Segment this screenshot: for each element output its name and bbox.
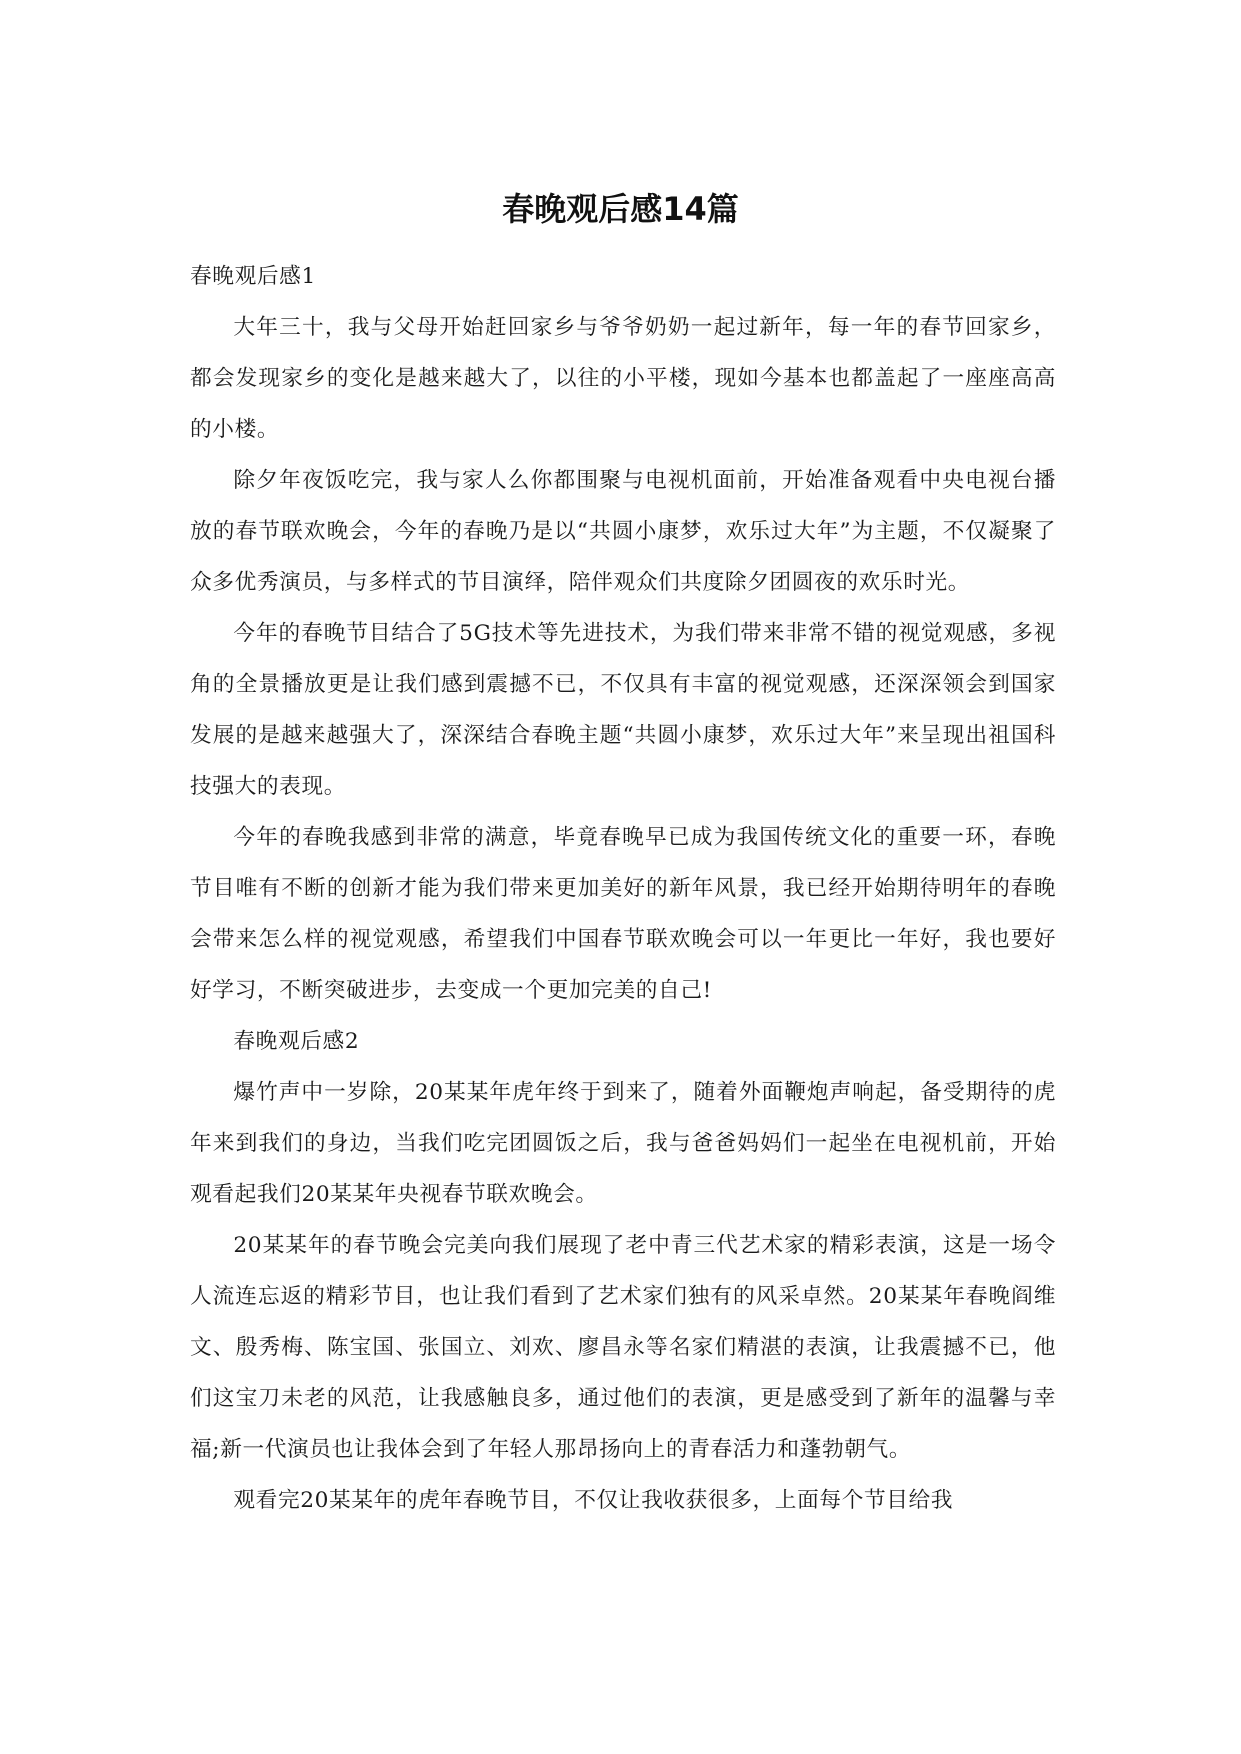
paragraph: 除夕年夜饭吃完，我与家人么你都围聚与电视机面前，开始准备观看中央电视台播放的春节联欢晚会，今年的春晚乃是以“共圆小康梦，欢乐过大年”为主题，不仅凝聚了众多优秀演员，与多样式的节目演绎，陪伴观众们共度除夕团圆夜的欢乐时光。	[190, 468, 1056, 595]
section-heading-2: 春晚观后感2	[233, 1029, 360, 1054]
paragraph: 今年的春晚我感到非常的满意，毕竟春晚早已成为我国传统文化的重要一环，春晚节目唯有不断的创新才能为我们带来更加美好的新年风景，我已经开始期待明年的春晚会带来怎么样的视觉观感，希望我们中国春节联欢晚会可以一年更比一年好，我也要好好学习，不断突破进步，去变成一个更加完美的自己!	[190, 825, 1056, 1003]
document-body	[190, 251, 1056, 1526]
paragraph: 大年三十，我与父母开始赶回家乡与爷爷奶奶一起过新年，每一年的春节回家乡，都会发现家乡的变化是越来越大了，以往的小平楼，现如今基本也都盖起了一座座高高的小楼。	[190, 315, 1056, 442]
paragraph: 爆竹声中一岁除，20某某年虎年终于到来了，随着外面鞭炮声响起，备受期待的虎年来到我们的身边，当我们吃完团圆饭之后，我与爸爸妈妈们一起坐在电视机前，开始观看起我们20某某年央视春节联欢晚会。	[190, 1080, 1056, 1207]
paragraph: 观看完20某某年的虎年春晚节目，不仅让我收获很多，上面每个节目给我	[233, 1488, 954, 1513]
document-title: 春晚观后感14篇	[502, 190, 739, 228]
section-heading-1: 春晚观后感1	[190, 264, 316, 289]
paragraph: 20某某年的春节晚会完美向我们展现了老中青三代艺术家的精彩表演，这是一场令人流连忘返的精彩节目，也让我们看到了艺术家们独有的风采卓然。20某某年春晚阎维文、殷秀梅、陈宝国、张国立、刘欢、廖昌永等名家们精湛的表演，让我震撼不已，他们这宝刀未老的风范，让我感触良多，通过他们的表演，更是感受到了新年的温馨与幸福;新一代演员也让我体会到了年轻人那昂扬向上的青春活力和蓬勃朝气。	[190, 1233, 1056, 1462]
paragraph: 今年的春晚节目结合了5G技术等先进技术，为我们带来非常不错的视觉观感，多视角的全景播放更是让我们感到震撼不已，不仅具有丰富的视觉观感，还深深领会到国家发展的是越来越强大了，深深结合春晚主题“共圆小康梦，欢乐过大年”来呈现出祖国科技强大的表现。	[190, 621, 1056, 799]
